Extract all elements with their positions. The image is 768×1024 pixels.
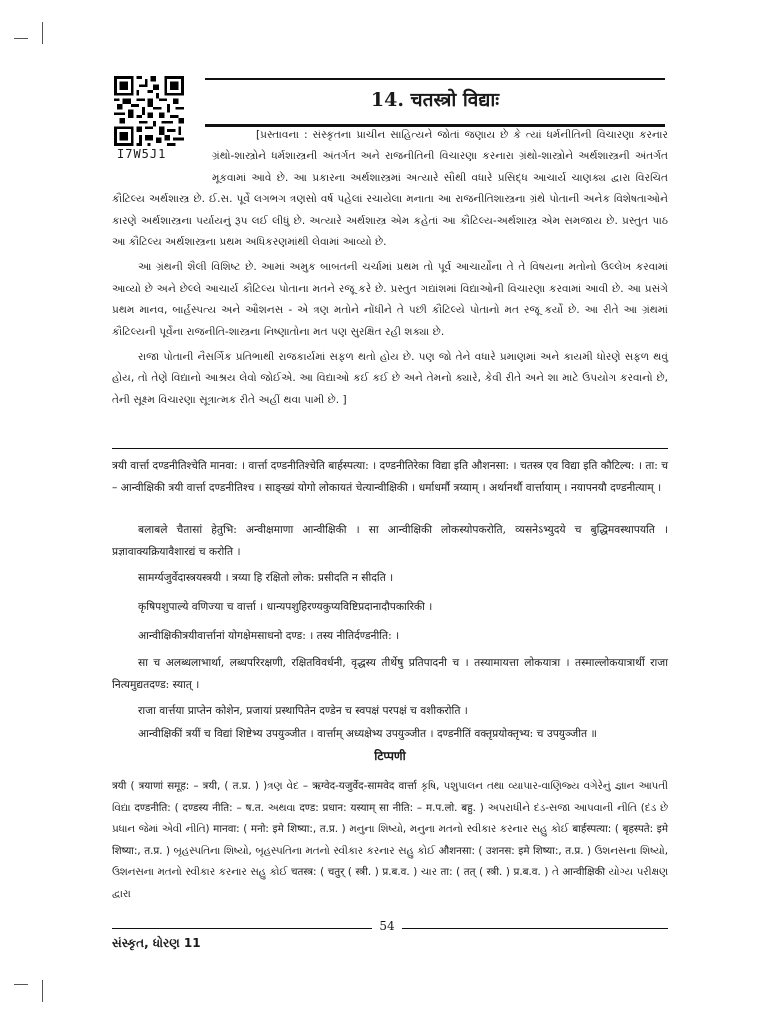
- qr-code-label: I7W5J1: [117, 147, 167, 161]
- crop-mark: [14, 984, 28, 985]
- footer-book-title: સંસ્કૃત, ધોરણ 11: [112, 936, 201, 950]
- notes-heading: टिप्पणी: [374, 749, 406, 763]
- qr-wrap-spacer: [112, 125, 212, 189]
- sanskrit-paragraph: आन्वीक्षिकीं त्रयीं च विद्यां शिष्टेभ्य उपयुञ्जीत । वार्त्ताम् अध्यक्षेभ्य उपयुञ्जीत । दण्डनीतिं वक्तृप्रयोक्तृभ्य: च उपयुञ्जीत ॥: [138, 727, 597, 740]
- notes-text: त्रयी ( त्रयाणां समूह: – त्रयी, ( त.प्र. ) )ત્રણ વેદ – ऋग्वेद-यजुर्वेद-सामवेद वार्त्ता કૃષિ, પશુપાલન તથા વ્યાપાર-વાણિજ્ય વગેરેનું જ્ઞાન આપતી વિદ્યા दण्डनीति: ( दण्डस्य नीति: – ष.त. અથવા दण्ड: प्रधान: यस्याम् सा नीति: – म.प.लो. बहु. ) અપરાધીને દંડ-સજા આપવાની નીતિ (દંડ છે પ્રધાન જેમાં એવી નીતિ) मानवा: ( मनो: इमे शिष्या:, त.प्र. ) મનુના શિષ્યો, મનુના મતનો સ્વીકાર કરનાર સહુ કોઈ बार्हस्पत्या: ( बृहस्पते: इमे शिष्या:, त.प्र. ) બૃહસ્પતિના શિષ્યો, બૃહસ્પતિના મતનો સ્વીકાર કરનાર સહુ કોઈ औशनसा: ( उशनस: इमे शिष्या:, त.प्र. ) ઉશનસના શિષ્યો, ઉશનસના મતનો સ્વીકાર કરનાર સહુ કોઈ चतस्त्र: ( चतुर् ( स्त्री. ) प्र.ब.व. ) ચાર ता: ( तत् ( स्त्री. ) प्र.ब.व. ) તે आन्वीक्षिकी યોગ્ય પરીક્ષણ દ્વારા: [112, 780, 668, 900]
- footer-rule: [402, 928, 668, 929]
- sanskrit-paragraph: बलाबले चैतासां हेतुभि: अन्वीक्षमाणा आन्वीक्षिकी । सा आन्वीक्षिकी लोकस्योपकरोति, व्यसनेऽभ्युदये च बुद्धिमवस्थापयति । प्रज्ञावाक्यक्रियावैशारद्यं च करोति ।: [112, 523, 668, 558]
- crop-mark: [42, 980, 43, 1002]
- crop-mark: [42, 22, 43, 44]
- sanskrit-paragraph: कृषिपशुपाल्ये वणिज्या च वार्त्ता । धान्यपशुहिरण्यकुप्यविष्टिप्रदानादौपकारिकी ।: [138, 600, 433, 613]
- sanskrit-paragraph: सामर्ग्यजुर्वेदास्त्रयस्त्रयी । त्रय्या हि रक्षितो लोक: प्रसीदति न सीदति ।: [138, 571, 394, 584]
- divider: [112, 448, 668, 449]
- intro-paragraph: [112, 125, 668, 415]
- sanskrit-paragraph: त्रयी वार्त्ता दण्डनीतिश्चेति मानवा: । वार्त्ता दण्डनीतिश्चेति बार्हस्पत्या: । दण्डनीतिरेका विद्या इति औशनसा: । चतस्त्र एव विद्या इति कौटिल्य: । ता: च – आन्वीक्षिकी त्रयी वार्त्ता दण्डनीतिश्च । साङ्ख्यं योगो लोकायतं चेत्यान्वीक्षिकी । धर्माधर्मौ त्रय्याम् । अर्थानर्थौ वार्त्तायाम् । नयापनयौ दण्डनीत्याम् ।: [112, 459, 669, 494]
- sanskrit-paragraph: आन्वीक्षिकीत्रयीवार्त्तानां योगक्षेमसाधनो दण्ड: । तस्य नीतिर्दण्डनीति: ।: [138, 629, 400, 642]
- sanskrit-paragraph: राजा वार्त्तया प्राप्तेन कोशेन, प्रजायां प्रस्थापितेन दण्डेन च स्वपक्षं परपक्षं च वशीकरोति ।: [138, 704, 468, 717]
- footer-rule: [112, 928, 372, 929]
- intro-paragraph-text: રાજા પોતાની નૈસર્ગિક પ્રતિભાથી રાજકાર્યમાં સફળ થતો હોય છે. પણ જો તેને વધારે પ્રમાણમાં અને કાયમી ધોરણે સફળ થવું હોય, તો તેણે વિદ્યાનો આશ્રય લેવો જોઈએ. આ વિદ્યાઓ કઈ કઈ છે અને તેમનો ક્યારે, કેવી રીતે અને શા માટે ઉપયોગ કરવાનો છે, તેની સૂક્ષ્મ વિચારણા સૂત્રાત્મક રીતે અહીં થવા પામી છે. ]: [112, 351, 668, 406]
- intro-paragraph-text: [પ્રસ્તાવના : સંસ્કૃતના પ્રાચીન સાહિત્યને જોતાં જણાય છે કે ત્યાં ધર્મનીતિની વિચારણા કરનાર ગ્રંથો-શાસ્ત્રોને ધર્મશાસ્ત્રની અંતર્ગત અને રાજનીતિની વિચારણા કરનારા ગ્રંથો-શાસ્ત્રોને અર્થશાસ્ત્રની અંતર્ગત મૂકવામાં આવે છે. આ પ્રકારના અર્થશાસ્ત્રમાં અત્યારે સૌથી વધારે પ્રસિદ્ધ આચાર્ય ચાણક્ય દ્વારા વિરચિત કૌટિલ્ય અર્થશાસ્ત્ર છે. ઈ.સ. પૂર્વે લગભગ ત્રણસો વર્ષ પહેલાં રચાયેલા મનાતા આ રાજનીતિશાસ્ત્રના ગ્રંથે પોતાની અનેક વિશેષતાઓને કારણે અર્થશાસ્ત્રના પર્યાયનું રૂપ લઈ લીધું છે. અત્યારે અર્થશાસ્ત્ર એમ કહેતાં આ કૌટિલ્ય-અર્થશાસ્ત્ર એમ સમજાય છે. પ્રસ્તુત પાઠ આ કૌટિલ્ય અર્થશાસ્ત્રના પ્રથમ અધિકરણમાંથી લેવામાં આવ્યો છે.: [112, 129, 668, 249]
- sanskrit-paragraph: सा च अलब्धलाभार्था, लब्धपरिरक्षणी, रक्षितविवर्धनी, वृद्धस्य तीर्थेषु प्रतिपादनी च । तस्यामायत्ता लोकयात्रा । तस्माल्लोकयात्रार्थी राजा नित्यमुद्यतदण्ड: स्यात् ।: [112, 656, 668, 691]
- intro-paragraph-text: આ ગ્રંથની શૈલી વિશિષ્ટ છે. આમાં અમુક બાબતની ચર્ચામાં પ્રથમ તો પૂર્વ આચાર્યોના તે તે વિષયના મતોનો ઉલ્લેખ કરવામાં આવ્યો છે અને છેલ્લે આચાર્ય કૌટિલ્ય પોતાના મતને રજૂ કરે છે. પ્રસ્તુત ગદ્યાંશમાં વિદ્યાઓની વિચારણા કરવામાં આવી છે. આ પ્રસંગે પ્રથમ માનવ, બાર્હસ્પત્ય અને ઔશનસ - એ ત્રણ મતોને નોંધીને તે પછી કૌટિલ્યે પોતાનો મત રજૂ કર્યો છે. આ રીતે આ ગ્રંથમાં કૌટિલ્યની પૂર્વેના રાજનીતિ-શાસ્ત્રના નિષ્ણાતોના મત પણ સુરક્ષિત રહી શક્યા છે.: [112, 261, 668, 338]
- page-number: 54: [372, 919, 402, 933]
- crop-mark: [14, 38, 28, 39]
- page-title: 14. चतस्त्रो विद्याः: [370, 89, 500, 111]
